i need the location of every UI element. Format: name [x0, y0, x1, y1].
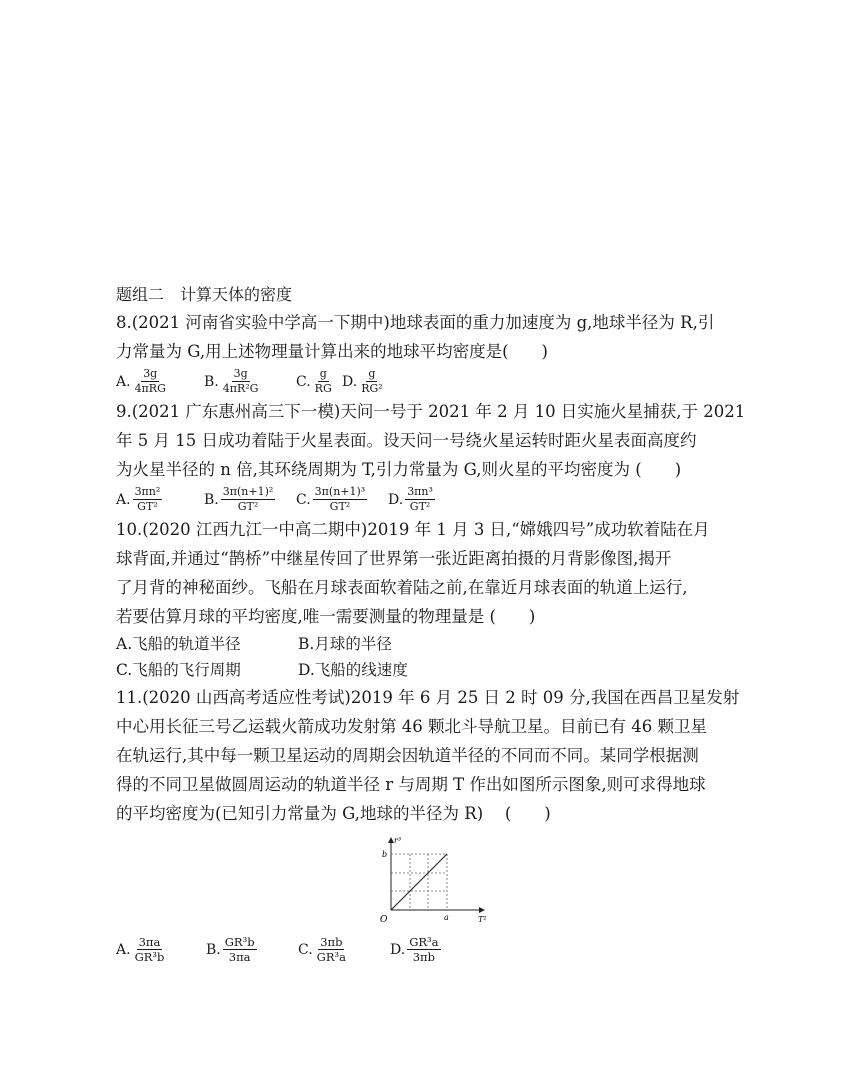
q11-options — [116, 934, 756, 965]
y-axis-label: r³ — [394, 836, 402, 845]
q8-option-a[interactable] — [116, 368, 204, 395]
q11-line-1: 11.(2020 山西高考适应性考试)2019 年 6 月 25 日 2 时 09 分,我国在西昌卫星发射 — [116, 688, 740, 707]
q11-line-4: 得的不同卫星做圆周运动的轨道半径 r 与周期 T 作出如图所示图象,则可求得地球 — [116, 775, 706, 794]
q10-option-a[interactable]: A.飞船的轨道半径 — [116, 635, 241, 653]
option-label: D. — [390, 941, 406, 958]
q8-option-c[interactable] — [296, 368, 342, 395]
denominator: 3πb — [412, 950, 435, 964]
fraction — [221, 368, 261, 395]
numerator: g — [368, 367, 376, 380]
q10-option-c[interactable]: C.飞船的飞行周期 — [116, 661, 241, 679]
denominator: 3πa — [228, 950, 251, 964]
q9-line-1: 9.(2021 广东惠州高三下一模)天问一号于 2021 年 2 月 10 日实施火星捕获,于 2021 — [116, 402, 746, 421]
q11-option-c[interactable] — [298, 936, 390, 963]
q10-line-3: 了月背的神秘面纱。飞船在月球表面软着陆之前,在靠近月球表面的轨道上运行, — [116, 578, 688, 597]
q11-line-2: 中心用长征三号乙运载火箭成功发射第 46 颗北斗导航卫星。目前已有 46 颗卫星 — [116, 717, 707, 736]
q8-option-b[interactable] — [204, 368, 296, 395]
fraction — [405, 486, 435, 513]
q11-option-d[interactable] — [390, 936, 441, 963]
q11-option-a[interactable] — [116, 936, 206, 963]
q10-line-1: 10.(2020 江西九江一中高二期中)2019 年 1 月 3 日,“嫦娥四号”成功软着陆在月 — [116, 520, 710, 539]
option-label: B. — [204, 491, 219, 508]
option-label: C. — [296, 373, 311, 390]
q9-line-2: 年 5 月 15 日成功着陆于火星表面。设天问一号绕火星运转时距火星表面高度约 — [116, 431, 697, 450]
numerator: 3g — [143, 367, 158, 380]
q10-line-4: 若要估算月球的平均密度,唯一需要测量的物理量是 ( ) — [116, 607, 536, 626]
numerator: 3π(n+1)³ — [314, 485, 366, 498]
exam-page — [116, 282, 756, 965]
denominator: GR³a — [316, 950, 346, 964]
q9-line-3: 为火星半径的 n 倍,其环绕周期为 T,引力常量为 G,则火星的平均密度为 ( ) — [116, 460, 682, 479]
q10-options-row-2 — [116, 657, 756, 683]
option-label: A. — [116, 373, 131, 390]
q11-line-3: 在轨运行,其中每一颗卫星运动的周期会因轨道半径的不同而不同。某同学根据测 — [116, 746, 699, 765]
option-label: C. — [296, 491, 311, 508]
numerator: g — [319, 367, 327, 380]
denominator: GT² — [237, 500, 259, 513]
question-11 — [116, 683, 756, 965]
question-9 — [116, 397, 756, 515]
fraction — [315, 936, 348, 963]
r3-t2-graph — [116, 834, 756, 930]
denominator: GT² — [329, 500, 351, 513]
q10-option-d[interactable]: D.飞船的线速度 — [298, 661, 408, 679]
graph-svg — [374, 834, 494, 926]
denominator: 4πR²G — [222, 382, 259, 395]
section-title: 题组二 计算天体的密度 — [116, 285, 293, 304]
fraction — [313, 486, 368, 513]
origin-label: O — [380, 915, 388, 925]
denominator: GR³b — [134, 950, 165, 964]
option-label: B. — [206, 941, 221, 958]
numerator: GR³a — [409, 935, 439, 949]
q8-line-2: 力常量为 G,用上述物理量计算出来的地球平均密度是( ) — [116, 342, 548, 361]
numerator: 3πb — [320, 935, 343, 949]
q10-option-b[interactable]: B.月球的半径 — [298, 635, 392, 653]
q9-option-a[interactable] — [116, 486, 204, 513]
option-label: D. — [342, 373, 358, 390]
option-label: D. — [388, 491, 404, 508]
question-8 — [116, 308, 756, 397]
numerator: 3g — [233, 367, 248, 380]
fraction — [133, 936, 167, 963]
q9-option-d[interactable] — [388, 486, 435, 513]
q10-options-row-1 — [116, 631, 756, 657]
fraction — [221, 486, 276, 513]
fraction — [407, 936, 440, 963]
fraction — [359, 368, 384, 395]
q8-line-1: 8.(2021 河南省实验中学高一下期中)地球表面的重力加速度为 g,地球半径为 R,引 — [116, 313, 715, 332]
denominator: GT² — [137, 500, 158, 513]
q9-option-c[interactable] — [296, 486, 388, 513]
fraction — [133, 486, 163, 513]
fraction — [313, 368, 334, 395]
q9-option-b[interactable] — [204, 486, 296, 513]
fraction — [133, 368, 168, 395]
q11-option-b[interactable] — [206, 936, 298, 963]
q8-option-d[interactable] — [342, 368, 385, 395]
option-label: A. — [116, 491, 131, 508]
option-label: B. — [204, 373, 219, 390]
numerator: 3π(n+1)² — [222, 485, 274, 498]
question-10 — [116, 515, 756, 683]
q11-line-5: 的平均密度为(已知引力常量为 G,地球的半径为 R) ( ) — [116, 804, 551, 823]
fraction — [223, 936, 257, 963]
numerator: 3πn² — [134, 485, 161, 498]
q10-line-2: 球背面,并通过“鹊桥”中继星传回了世界第一张近距离拍摄的月背影像图,揭开 — [116, 549, 672, 568]
denominator: RG — [314, 382, 332, 395]
denominator: RG² — [361, 382, 383, 395]
q9-options — [116, 484, 756, 515]
option-label: C. — [298, 941, 313, 958]
numerator: 3πa — [138, 935, 161, 949]
option-label: A. — [116, 941, 131, 958]
graph-line — [391, 854, 447, 910]
a-label: a — [444, 913, 449, 922]
numerator: GR³b — [224, 935, 255, 949]
q8-options — [116, 366, 756, 397]
denominator: GT² — [409, 500, 431, 513]
numerator: 3πn³ — [407, 485, 433, 498]
x-axis-label: T² — [478, 915, 487, 924]
denominator: 4πRG — [134, 382, 166, 395]
b-label: b — [382, 850, 388, 859]
